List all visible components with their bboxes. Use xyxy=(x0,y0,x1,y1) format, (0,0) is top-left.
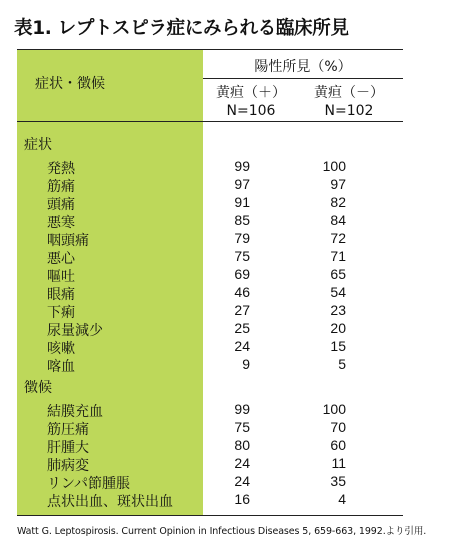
jaundice-negative-value: 5 xyxy=(338,356,346,372)
jaundice-positive-value: 91 xyxy=(234,194,250,210)
table-bottom-rule xyxy=(17,515,403,516)
table-row xyxy=(17,401,403,419)
jaundice-negative-count: N=102 xyxy=(324,103,374,119)
jaundice-positive-value: 24 xyxy=(234,455,250,471)
finding-name: 悪心 xyxy=(47,251,75,267)
jaundice-negative-value: 20 xyxy=(330,320,346,336)
finding-name: 悪寒 xyxy=(47,215,75,231)
source-footnote: Watt G. Leptospirosis. Current Opinion in Infectious Diseases 5, 659-663, 1992.より引用. xyxy=(17,526,427,537)
jaundice-positive-value: 16 xyxy=(234,491,250,507)
jaundice-positive-value: 9 xyxy=(242,356,250,372)
jaundice-positive-count: N=106 xyxy=(226,103,276,119)
finding-name: 咳嗽 xyxy=(47,341,75,357)
table-row xyxy=(17,284,403,302)
finding-name: リンパ節腫脹 xyxy=(47,476,131,492)
table-row xyxy=(17,473,403,491)
section-label: 症状 xyxy=(24,137,52,153)
jaundice-positive-value: 27 xyxy=(234,302,250,318)
table-row xyxy=(17,419,403,437)
jaundice-positive-value: 75 xyxy=(234,419,250,435)
jaundice-negative-value: 82 xyxy=(330,194,346,210)
finding-name: 下痢 xyxy=(47,305,75,321)
jaundice-positive-value: 99 xyxy=(234,401,250,417)
header-sub-rule xyxy=(203,78,403,79)
jaundice-negative-value: 54 xyxy=(330,284,346,300)
finding-name: 眼痛 xyxy=(47,287,75,303)
jaundice-negative-label: 黄疸（－） xyxy=(314,85,384,101)
jaundice-negative-value: 23 xyxy=(330,302,346,318)
table-title: 表1. レプトスピラ症にみられる臨床所見 xyxy=(14,18,349,39)
jaundice-positive-value: 85 xyxy=(234,212,250,228)
table-row xyxy=(17,437,403,455)
table-row xyxy=(17,176,403,194)
jaundice-positive-value: 24 xyxy=(234,473,250,489)
jaundice-positive-value: 24 xyxy=(234,338,250,354)
finding-name: 結膜充血 xyxy=(47,404,103,420)
jaundice-positive-header xyxy=(201,84,301,120)
jaundice-positive-value: 79 xyxy=(234,230,250,246)
jaundice-negative-header xyxy=(299,84,399,120)
jaundice-negative-value: 70 xyxy=(330,419,346,435)
finding-name: 尿量減少 xyxy=(47,323,103,339)
finding-name: 喀血 xyxy=(47,359,75,375)
finding-name: 肺病変 xyxy=(47,458,89,474)
finding-name: 筋痛 xyxy=(47,179,75,195)
jaundice-positive-value: 69 xyxy=(234,266,250,282)
finding-name: 肝腫大 xyxy=(47,440,89,456)
jaundice-negative-value: 4 xyxy=(338,491,346,507)
jaundice-negative-value: 35 xyxy=(330,473,346,489)
table-row xyxy=(17,338,403,356)
jaundice-negative-value: 71 xyxy=(330,248,346,264)
finding-name: 点状出血、斑状出血 xyxy=(47,494,173,510)
clinical-findings-table xyxy=(17,49,403,516)
table-row xyxy=(17,356,403,374)
item-column-header: 症状・徴候 xyxy=(35,76,105,92)
finding-name: 咽頭痛 xyxy=(47,233,89,249)
finding-name: 発熱 xyxy=(47,161,75,177)
jaundice-negative-value: 100 xyxy=(322,401,346,417)
finding-name: 筋圧痛 xyxy=(47,422,89,438)
jaundice-negative-value: 84 xyxy=(330,212,346,228)
table-row xyxy=(17,248,403,266)
jaundice-positive-value: 75 xyxy=(234,248,250,264)
jaundice-negative-value: 97 xyxy=(330,176,346,192)
jaundice-positive-value: 46 xyxy=(234,284,250,300)
jaundice-negative-value: 60 xyxy=(330,437,346,453)
finding-name: 頭痛 xyxy=(47,197,75,213)
section-label: 徴候 xyxy=(24,380,52,396)
table-row xyxy=(17,230,403,248)
table-row xyxy=(17,320,403,338)
jaundice-negative-value: 11 xyxy=(331,455,346,471)
header-bottom-rule xyxy=(17,121,403,122)
table-row xyxy=(17,158,403,176)
jaundice-negative-value: 15 xyxy=(330,338,346,354)
jaundice-positive-value: 99 xyxy=(234,158,250,174)
table-row xyxy=(17,266,403,284)
jaundice-positive-value: 25 xyxy=(234,320,250,336)
table-top-rule xyxy=(17,49,403,50)
jaundice-negative-value: 100 xyxy=(322,158,346,174)
finding-name: 嘔吐 xyxy=(47,269,75,285)
positive-rate-header: 陽性所見（%） xyxy=(254,59,352,75)
jaundice-positive-label: 黄疸（＋） xyxy=(216,85,286,101)
jaundice-positive-value: 97 xyxy=(234,176,250,192)
table-row xyxy=(17,491,403,509)
table-row xyxy=(17,302,403,320)
table-row xyxy=(17,455,403,473)
jaundice-positive-value: 80 xyxy=(234,437,250,453)
jaundice-negative-value: 72 xyxy=(330,230,346,246)
table-row xyxy=(17,212,403,230)
table-row xyxy=(17,194,403,212)
jaundice-negative-value: 65 xyxy=(330,266,346,282)
